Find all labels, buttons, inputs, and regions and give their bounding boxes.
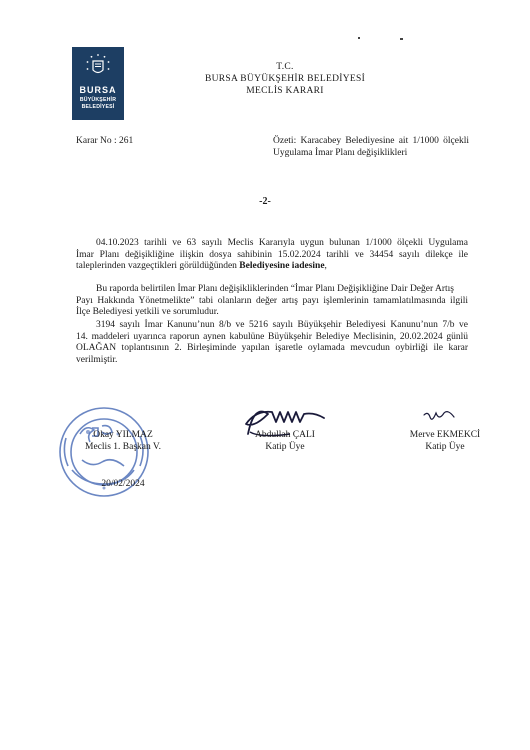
paragraph-1 [76, 238, 468, 273]
paragraph-3-line-3: OLAĞAN toplantısının 2. Birleşiminde yapılan işaretle oylamada mevcudun oybirliği ile karar [76, 343, 468, 353]
official-stamp-seal [52, 398, 162, 508]
paragraph-1-line-3-end: , [324, 261, 327, 271]
page-number: -2- [259, 196, 271, 207]
paragraph-1-line-3 [76, 261, 468, 273]
header-document-type: MECLİS KARARI [246, 86, 324, 96]
paragraph-1-line-2: İmar Planı değişikliğine ilişkin dosya sahibinin 15.02.2024 tarihli ve 34454 sayılı dilekçe ile [76, 249, 468, 260]
paragraph-2 [76, 284, 468, 319]
signatory-1-name: Okay YILMAZ [93, 430, 153, 440]
paragraph-2-line-2: Payı Hakkında Yönetmelikte” tabi olanların değer artış payı işlemlerinin tamamlatılmasında ilgili [76, 295, 468, 306]
paragraph-1-line-3-text: taleplerinden vazgeçtikleri görüldüğünden [76, 261, 240, 271]
signatory-2-name: Abdullah ÇALI [255, 430, 315, 440]
signatory-3-name: Merve EKMEKCİ [409, 430, 481, 440]
logo-line-buyuksehir: BÜYÜKŞEHİR [79, 97, 117, 103]
paragraph-2-line-3: İlçe Belediyesi yetkili ve sorumludur. [76, 307, 219, 317]
municipality-logo [72, 47, 124, 120]
header-tc: T.C. [276, 62, 294, 72]
signatory-2-title: Katip Üye [265, 442, 305, 452]
paragraph-3-line-2: 14. maddeleri uyarınca raporun aynen kabulüne Büyükşehir Belediye Meclisinin, 20.02.2024 günlü [76, 331, 468, 342]
logo-line-belediyesi: BELEDİYESİ [81, 104, 115, 110]
signatory-1-date: 20/02/2024 [101, 479, 145, 489]
emblem-icon [85, 53, 111, 79]
signatory-3-title: Katip Üye [425, 442, 465, 452]
paragraph-1-line-1: 04.10.2023 tarihli ve 63 sayılı Meclis Kararıyla uygun bulunan 1/1000 ölçekli Uygulama [96, 238, 468, 248]
paragraph-3-line-4: verilmiştir. [76, 354, 118, 365]
header-institution: BURSA BÜYÜKŞEHİR BELEDİYESİ [204, 74, 366, 84]
signature-merve-ekmekci [420, 409, 460, 425]
summary-line-2: Uygulama İmar Planı değişiklikleri [273, 148, 408, 158]
logo-line-bursa: BURSA [79, 85, 117, 95]
paragraph-2-line-1: Bu raporda belirtilen İmar Planı değişikliklerinden “İmar Planı Değişikliğine Dair Değer Artış [96, 284, 455, 294]
paragraph-1-emphasis: Belediyesine iadesine [239, 261, 325, 271]
paragraph-3-line-1: 3194 sayılı İmar Kanunu’nun 8/b ve 5216 sayılı Büyükşehir Belediyesi Kanunu’nun 7/b ve [96, 320, 468, 330]
summary-line-1: Özeti: Karacabey Belediyesine ait 1/1000 ölçekli [273, 136, 469, 146]
decision-number: Karar No : 261 [76, 136, 134, 146]
signatory-1-title: Meclis 1. Başkan V. [85, 442, 161, 452]
scan-marks [356, 33, 416, 43]
paragraph-3 [76, 320, 468, 366]
